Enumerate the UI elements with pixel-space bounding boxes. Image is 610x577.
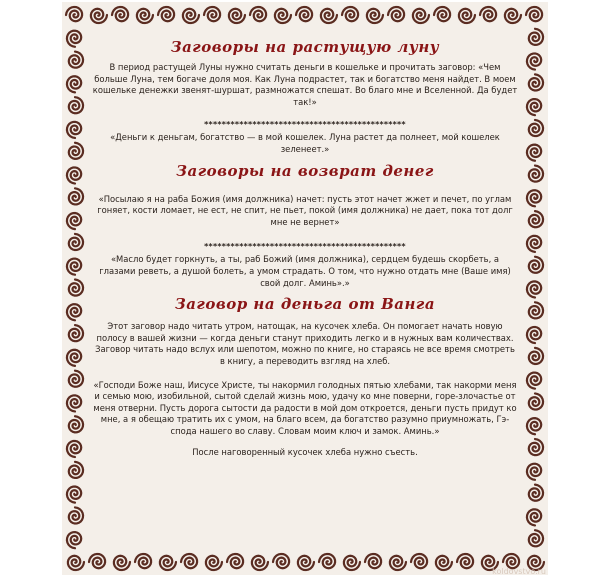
spiral-ornament	[529, 166, 543, 182]
spiral-ornament	[411, 554, 427, 568]
spiral-ornament	[69, 280, 83, 296]
paragraph-vanga-intro: Этот заговор надо читать утром, натощак, на кусочек хлеба. Он помогает начать новую полосу в вашей жизни — когда деньги станут приходить легко и в нужных вам количествах. Заговор читать надо вслух или шепотом, можно по книге, но стараясь не все время смотреть в книгу, а переводить взгляд на хлеб.	[95, 321, 515, 366]
spiral-ornament	[67, 532, 81, 548]
spiral-ornament	[480, 7, 496, 21]
spiral-ornament	[296, 7, 312, 21]
spiral-ornament	[527, 236, 541, 252]
spiral-ornament	[250, 7, 266, 21]
card-content	[92, 34, 518, 465]
site-watermark: koldovstvo.ru	[492, 567, 546, 576]
spiral-ornament	[67, 304, 81, 320]
spiral-ornament	[527, 190, 541, 206]
spiral-ornament	[69, 325, 83, 341]
spiral-ornament	[390, 556, 406, 570]
spiral-ornament	[527, 327, 541, 343]
spiral-ornament	[527, 99, 541, 115]
spiral-ornament	[229, 9, 245, 23]
section-heading-growing-moon: Заговоры на растущую луну	[170, 38, 440, 56]
spiral-ornament	[69, 52, 83, 68]
spiral-ornament	[67, 31, 81, 47]
spiral-ornament	[69, 507, 83, 523]
spiral-ornament	[67, 259, 81, 275]
spiral-ornament	[112, 7, 128, 21]
spiral-ornament	[67, 167, 81, 183]
spiral-ornament	[273, 554, 289, 568]
spiral-ornament	[388, 7, 404, 21]
spiral-ornament	[529, 211, 543, 227]
spiral-ornament	[529, 393, 543, 409]
spiral-ornament	[206, 556, 222, 570]
spiral-ornament	[436, 556, 452, 570]
spiral-ornament	[137, 9, 153, 23]
spiral-ornament	[91, 9, 107, 23]
spiral-ornament	[457, 554, 473, 568]
spiral-ornament	[135, 554, 151, 568]
spiral-ornament	[67, 122, 81, 138]
spiral-ornament	[529, 485, 543, 501]
section-heading-vanga: Заговор на деньга от Ванга	[174, 295, 436, 314]
spiral-ornament	[158, 7, 174, 21]
spiral-ornament	[69, 462, 83, 478]
spiral-ornament	[365, 554, 381, 568]
spiral-ornament	[459, 9, 475, 23]
spiral-ornament	[89, 554, 105, 568]
spiral-ornament	[529, 439, 543, 455]
star-divider: **********************************************	[204, 120, 406, 130]
spiral-ornament	[321, 9, 337, 23]
spiral-ornament	[529, 348, 543, 364]
paragraph-debt-spell-1: «Посылаю я на раба Божия (имя должника) начет: пусть этот начет жжет и печет, по углам гоняет, кости ломает, не ест, не спит, не пьет, покой (имя должника) не дает, пока тот долг мне не вернет»	[97, 193, 513, 227]
spiral-ornament	[527, 145, 541, 161]
spiral-ornament	[344, 556, 360, 570]
spiral-ornament	[67, 487, 81, 503]
spiral-ornament	[183, 9, 199, 23]
spiral-ornament	[69, 416, 83, 432]
spiral-ornament	[529, 257, 543, 273]
spiral-ornament	[527, 509, 541, 525]
spiral-ornament	[227, 554, 243, 568]
spiral-ornament	[68, 556, 84, 570]
paragraph-money-to-money: «Деньги к деньгам, богатство — в мой кошелек. Луна растет да полнеет, мой кошелек зеленеет.»	[110, 132, 500, 154]
spiral-ornament	[275, 9, 291, 23]
spiral-ornament	[181, 554, 197, 568]
spiral-ornament	[69, 371, 83, 387]
paragraph-growing-moon-spell: В период растущей Луны нужно считать деньги в кошельке и прочитать заговор: «Чем больше Луна, тем богаче доля моя. Как Луна подрастет, так и богатство меня найдет. В моем кошельке денежки звенят-шуршат, размножатся спешат. Во благо мне и Вселенной. Да будет так!»	[92, 62, 518, 107]
spiral-ornament	[434, 7, 450, 21]
spiral-ornament	[527, 53, 541, 69]
spiral-ornament	[527, 418, 541, 434]
spiral-ornament	[413, 9, 429, 23]
spiral-ornament	[67, 76, 81, 92]
spiral-ornament	[66, 7, 82, 21]
spiral-ornament	[69, 188, 83, 204]
star-divider: **********************************************	[204, 242, 406, 252]
spiral-ornament	[527, 373, 541, 389]
spiral-ornament	[114, 556, 130, 570]
spiral-ornament	[69, 143, 83, 159]
spiral-ornament	[529, 302, 543, 318]
spiral-ornament	[526, 7, 542, 21]
spiral-ornament	[527, 281, 541, 297]
spiral-ornament	[204, 7, 220, 21]
spiral-ornament	[160, 556, 176, 570]
spiral-ornament	[298, 556, 314, 570]
spiral-ornament	[529, 530, 543, 546]
spiral-ornament	[529, 74, 543, 90]
spiral-ornament	[505, 9, 521, 23]
spiral-ornament	[252, 556, 268, 570]
spiral-ornament	[69, 97, 83, 113]
paragraph-vanga-prayer: «Господи Боже наш, Иисусе Христе, ты накормил голодных пятью хлебами, так накорми меня и семью мою, изобильной, сытой сделай жизнь мою, удачу ко мне поверни, горе-злочастье от меня отверни. Пусть дорога сытости да радости в мой дом откроется, деньги пусть придут ко мне, а я обещаю тратить их с умом, на благо всем, да богатство разумно приумножать, Гэ-спода нашего во славу. Словам моим ключ и замок. Аминь.»	[93, 379, 517, 436]
spiral-ornament	[529, 120, 543, 136]
spell-card	[62, 2, 548, 575]
spiral-ornament	[67, 350, 81, 366]
section-heading-debt-return: Заговоры на возврат денег	[176, 161, 434, 180]
spiral-ornament	[527, 464, 541, 480]
paragraph-vanga-outro: После наговоренный кусочек хлеба нужно съесть.	[192, 447, 418, 458]
spiral-ornament	[342, 7, 358, 21]
spiral-ornament	[67, 441, 81, 457]
spiral-ornament	[367, 9, 383, 23]
spiral-ornament	[67, 213, 81, 229]
spiral-ornament	[529, 29, 543, 45]
spiral-ornament	[67, 395, 81, 411]
spiral-ornament	[69, 234, 83, 250]
paragraph-debt-spell-2: «Масло будет горкнуть, а ты, раб Божий (имя должника), сердцем будешь скорбеть, а глазами реветь, а душой болеть, а умом страдать. О том, что нужно отдать мне (Ваше имя) свой долг. Аминь».»	[99, 254, 511, 288]
spiral-ornament	[319, 554, 335, 568]
